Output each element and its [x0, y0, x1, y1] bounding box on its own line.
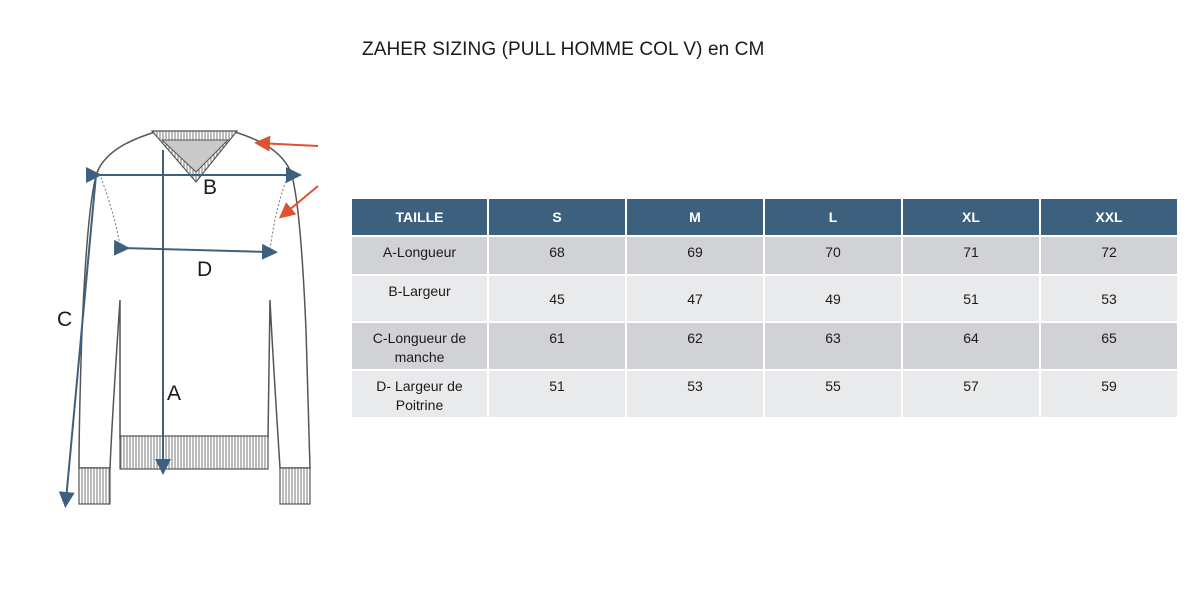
table-cell: 71: [902, 236, 1040, 275]
sweater-diagram: [0, 0, 330, 593]
table-cell: 70: [764, 236, 902, 275]
table-cell: 53: [626, 370, 764, 418]
table-row: [351, 370, 1178, 418]
table-cell: 51: [488, 370, 626, 418]
header-xl: XL: [902, 198, 1040, 236]
table-cell: 59: [1040, 370, 1178, 418]
row-label: D- Largeur de Poitrine: [351, 370, 488, 418]
left-cuff: [79, 468, 110, 504]
table-cell: 69: [626, 236, 764, 275]
header-l: L: [764, 198, 902, 236]
table-row: [351, 275, 1178, 322]
table-cell: 45: [488, 275, 626, 322]
sweater-outline: [79, 132, 310, 468]
header-s: S: [488, 198, 626, 236]
table-cell: 72: [1040, 236, 1178, 275]
page-title: ZAHER SIZING (PULL HOMME COL V) en CM: [362, 39, 765, 60]
row-label: A-Longueur: [351, 236, 488, 275]
table-cell: 63: [764, 322, 902, 370]
table-cell: 47: [626, 275, 764, 322]
table-cell: 53: [1040, 275, 1178, 322]
table-cell: 61: [488, 322, 626, 370]
header-taille: TAILLE: [351, 198, 488, 236]
table-header-row: [351, 198, 1178, 236]
label-c: C: [57, 308, 73, 331]
header-m: M: [626, 198, 764, 236]
hem-rib: [120, 436, 268, 469]
label-d: D: [197, 258, 213, 281]
row-label: B-Largeur: [351, 275, 488, 322]
table-cell: 62: [626, 322, 764, 370]
size-table: [350, 197, 1179, 419]
table-row: [351, 322, 1178, 370]
label-b: B: [203, 176, 218, 199]
row-label: C-Longueur de manche: [351, 322, 488, 370]
table-cell: 68: [488, 236, 626, 275]
table-row: [351, 236, 1178, 275]
table-cell: 65: [1040, 322, 1178, 370]
table-cell: 55: [764, 370, 902, 418]
right-cuff: [280, 468, 310, 504]
label-a: A: [167, 382, 182, 405]
table-cell: 49: [764, 275, 902, 322]
table-cell: 57: [902, 370, 1040, 418]
table-cell: 64: [902, 322, 1040, 370]
table-cell: 51: [902, 275, 1040, 322]
header-xxl: XXL: [1040, 198, 1178, 236]
